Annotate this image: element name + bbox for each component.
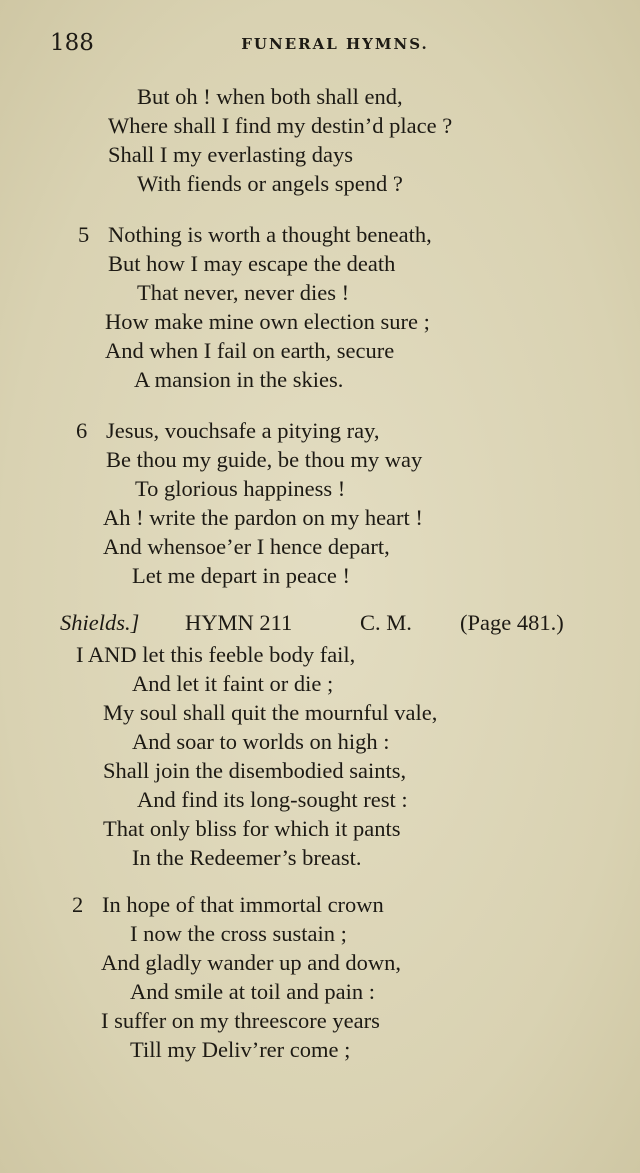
stanza-number: 5: [78, 222, 90, 247]
verse-line: Let me depart in peace !: [132, 563, 351, 588]
verse-line: Nothing is worth a thought beneath,: [108, 222, 432, 247]
verse-line: How make mine own election sure ;: [105, 309, 430, 334]
verse-line: That only bliss for which it pants: [103, 816, 401, 841]
verse-line: My soul shall quit the mournful vale,: [103, 700, 438, 725]
verse-line: Shall join the disembodied saints,: [103, 758, 407, 783]
running-head: FUNERAL HYMNS.: [241, 35, 429, 53]
verse-line: And when I fail on earth, secure: [105, 338, 395, 363]
hymn-meter: C. M.: [360, 610, 412, 635]
verse-line: And soar to worlds on high :: [132, 729, 390, 754]
verse-line: But how I may escape the death: [108, 251, 396, 276]
verse-line: To glorious happiness !: [135, 476, 346, 501]
verse-line: I AND let this feeble body fail,: [76, 642, 356, 667]
stanza-number: 6: [76, 418, 88, 443]
verse-line: And gladly wander up and down,: [101, 950, 401, 975]
verse-line: That never, never dies !: [137, 280, 350, 305]
page-header: [50, 30, 620, 60]
hymn-heading: [60, 610, 615, 640]
tune-name: Shields.]: [60, 610, 140, 635]
verse-line: Jesus, vouchsafe a pitying ray,: [106, 418, 380, 443]
verse-line: Ah ! write the pardon on my heart !: [103, 505, 423, 530]
page-number: 188: [50, 30, 94, 56]
verse-line: And find its long-sought rest :: [137, 787, 408, 812]
hymn-title: HYMN 211: [185, 610, 293, 635]
verse-line: Where shall I find my destin’d place ?: [108, 113, 453, 138]
verse-line: A mansion in the skies.: [134, 367, 344, 392]
verse-line: I now the cross sustain ;: [130, 921, 347, 946]
verse-line: And whensoe’er I hence depart,: [103, 534, 390, 559]
verse-line: In the Redeemer’s breast.: [132, 845, 362, 870]
verse-line: Till my Deliv’rer come ;: [130, 1037, 351, 1062]
verse-line: Be thou my guide, be thou my way: [106, 447, 423, 472]
stanza-number: 2: [72, 892, 84, 917]
verse-line: With fiends or angels spend ?: [137, 171, 403, 196]
verse-line: Shall I my everlasting days: [108, 142, 353, 167]
verse-line: I suffer on my threescore years: [101, 1008, 380, 1033]
verse-line: In hope of that immortal crown: [102, 892, 384, 917]
hymn-page-reference: (Page 481.): [460, 610, 564, 635]
verse-line: And let it faint or die ;: [132, 671, 334, 696]
verse-line: But oh ! when both shall end,: [137, 84, 403, 109]
verse-line: And smile at toil and pain :: [130, 979, 375, 1004]
